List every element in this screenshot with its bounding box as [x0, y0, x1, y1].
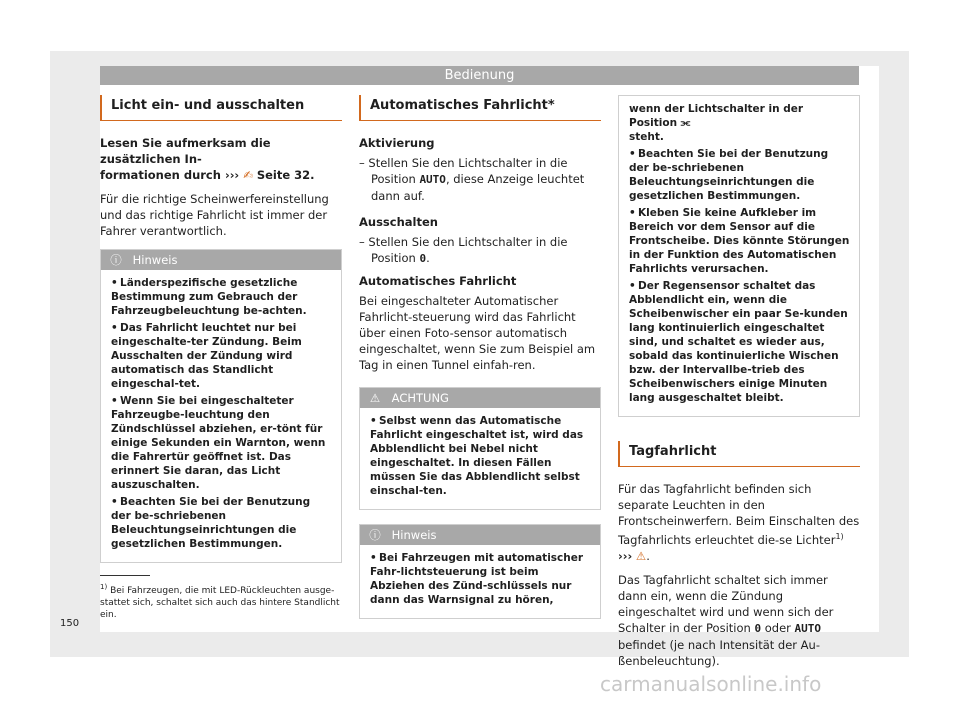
- hint-item: • Wenn Sie bei eingeschalteter Fahrzeugbe-leuchtung den Zündschlüssel abziehen, er-tönt für einige Sekunden ein Warnton, wenn die Fahrertür geöffnet ist. Das erinnert Sie daran, das Licht auszuschalten.: [111, 395, 326, 491]
- low-beam-icon: ⫘: [680, 117, 691, 129]
- warning-icon: ⚠: [369, 391, 381, 405]
- hint-header: [101, 250, 341, 270]
- hint-item: • Beachten Sie bei der Benutzung der be-schriebenen Beleuchtungseinrichtungen die gesetzlichen Bestimmungen.: [111, 496, 311, 550]
- page-ref-link[interactable]: Seite 32.: [256, 168, 315, 182]
- footnote-text: Bei Fahrzeugen, die mit LED-Rückleuchten ausge-stattet sich, schaltet sich auch das hintere Standlicht ein.: [100, 586, 340, 620]
- warning-title: ACHTUNG: [391, 391, 449, 405]
- footnote-marker: 1): [100, 583, 108, 591]
- activation-step: – Stellen Sie den Lichtschalter in die Position AUTO, diese Anzeige leuchtet dann auf.: [359, 156, 585, 203]
- hint-box-1: [100, 249, 342, 563]
- section-title-licht: Licht ein- und ausschalten: [100, 95, 342, 121]
- info-icon: ⓘ: [110, 253, 122, 267]
- intro-line-2: formationen durch: [100, 168, 221, 182]
- page-header: Bedienung: [100, 66, 859, 85]
- info-icon: ⓘ: [369, 528, 381, 542]
- hint-body: [360, 545, 600, 618]
- watermark: carmanualsonline.info: [600, 672, 822, 696]
- page-number: 150: [60, 618, 80, 629]
- hint-box-2: [359, 524, 601, 619]
- auto-symbol: AUTO: [794, 621, 822, 635]
- section-title-auto: Automatisches Fahrlicht*: [359, 95, 601, 121]
- ref-arrow: ›››: [618, 548, 633, 563]
- hint-body: [101, 270, 341, 562]
- hint-continued-lead: wenn der Lichtschalter in der Position ⫘ steht.: [629, 103, 804, 143]
- hint-box-continued: [618, 95, 860, 417]
- warning-body: [360, 408, 600, 509]
- column-2: [359, 95, 601, 633]
- deactivation-heading: Ausschalten: [359, 215, 438, 229]
- hint-continued-body: [619, 96, 859, 416]
- responsibility-text: Für die richtige Scheinwerfereinstellung und das richtige Fahrlicht ist immer der Fahrer verantwortlich.: [100, 192, 329, 238]
- hint-item: • Kleben Sie keine Aufkleber im Bereich vor dem Sensor auf die Frontscheibe. Dies könnte Störungen in der Funktion des Automatischen Fahrlichts verursachen.: [629, 207, 850, 275]
- warning-item: • Selbst wenn das Automatische Fahrlicht eingeschaltet ist, wird das Abblendlicht bei Nebel nicht eingeschaltet. In diesen Fällen müssen Sie das Abblendlicht selbst einschal-ten.: [370, 415, 584, 497]
- auto-heading: Automatisches Fahrlicht: [359, 274, 517, 288]
- zero-symbol: 0: [754, 621, 762, 635]
- section-title-tagfahrlicht: Tagfahrlicht: [618, 441, 860, 467]
- auto-paragraph: Bei eingeschalteter Automatischer Fahrlicht-steuerung wird das Fahrlicht über einen Foto-sensor automatisch eingeschaltet, wenn Sie zum Beispiel am Tag in einen Tunnel einfah-ren.: [359, 294, 596, 372]
- hint-item: • Bei Fahrzeugen mit automatischer Fahr-lichtsteuerung ist beim Abziehen des Zünd-schlüssels nur dann das Warnsignal zu hören,: [370, 552, 584, 606]
- auto-symbol: AUTO: [419, 173, 446, 186]
- hint-item: • Beachten Sie bei der Benutzung der be-schriebenen Beleuchtungseinrichtungen die gesetzlichen Bestimmungen.: [629, 148, 829, 202]
- column-1: [100, 95, 342, 577]
- hint-item: • Das Fahrlicht leuchtet nur bei eingeschalte-ter Zündung. Beim Ausschalten der Zündung wird automatisch das Standlicht eingeschal-tet.: [111, 322, 302, 390]
- hint-header: [360, 525, 600, 545]
- tagfahrlicht-para-2: Das Tagfahrlicht schaltet sich immer dann ein, wenn die Zündung eingeschaltet wird und wenn sich der Schalter in der Position 0 oder AUTO befindet (je nach Intensität der Au-ßenbeleuchtung).: [618, 572, 834, 668]
- deactivation-step: – Stellen Sie den Lichtschalter in die Position 0.: [359, 235, 568, 265]
- intro-text: [100, 135, 342, 183]
- footnote-ref[interactable]: 1): [835, 532, 844, 541]
- warning-box: [359, 387, 601, 510]
- footnote-divider: [100, 575, 150, 576]
- warning-icon[interactable]: ⚠: [635, 548, 647, 563]
- book-icon: ✍: [243, 168, 253, 182]
- ref-arrow: ›››: [224, 168, 240, 182]
- column-3: [618, 95, 860, 677]
- activation-heading: Aktivierung: [359, 136, 435, 150]
- hint-item: • Länderspezifische gesetzliche Bestimmung zum Gebrauch der Fahrzeugbeleuchtung be-achten.: [111, 277, 307, 317]
- tagfahrlicht-para-1: Für das Tagfahrlicht befinden sich separate Leuchten in den Frontscheinwerfern. Beim Einschalten des Tagfahrlichts erleuchtet die-se Lichter$^{1)}$ ››› ⚠.: [618, 482, 860, 563]
- hint-title: Hinweis: [391, 528, 437, 542]
- zero-symbol: 0: [419, 252, 427, 265]
- warning-header: [360, 388, 600, 408]
- hint-item: • Der Regensensor schaltet das Abblendlicht ein, wenn die Scheibenwischer ein paar Se-kunden lang kontinuierlich eingeschaltet sind, und schaltet es wieder aus, sobald das kontinuierliche Wischen bzw. der Intervallbe-trieb des Scheibenwischers einige Minuten lang ausgeschaltet bleibt.: [629, 280, 848, 404]
- intro-line-1: Lesen Sie aufmerksam die zusätzlichen In-: [100, 136, 271, 166]
- footnote: [100, 581, 345, 621]
- hint-title: Hinweis: [132, 253, 178, 267]
